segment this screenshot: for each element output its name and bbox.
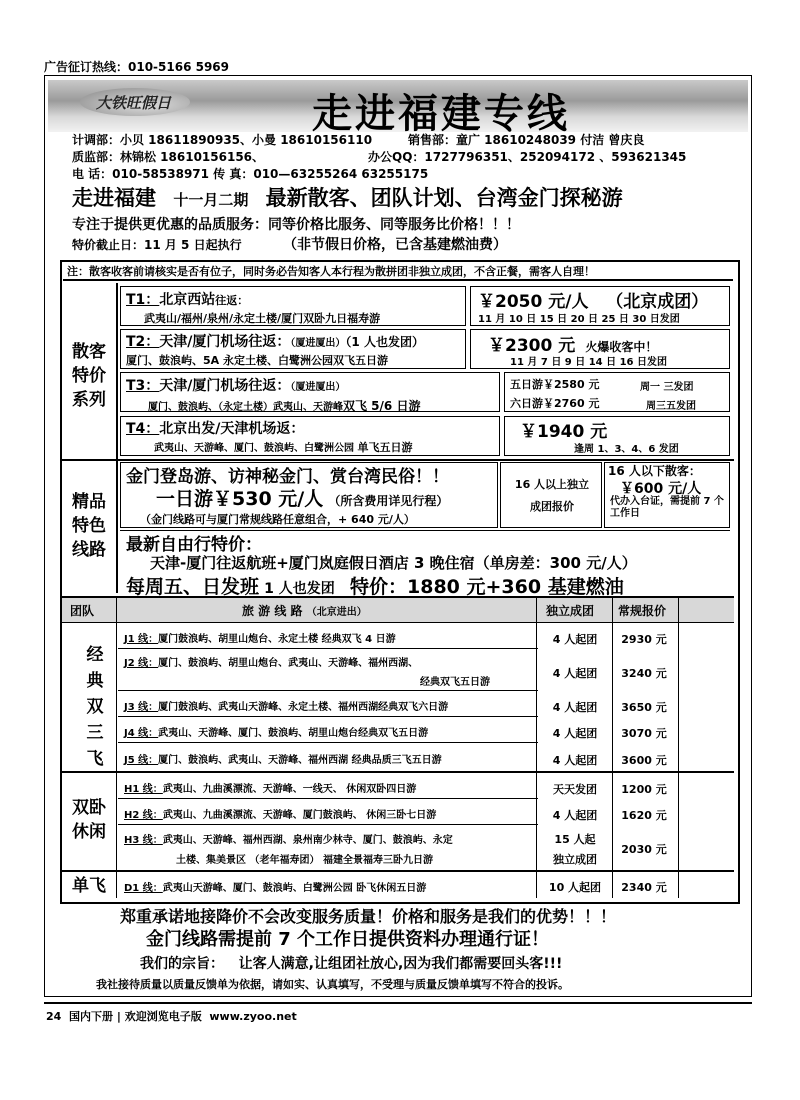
free-title: 最新自由行特价：	[126, 535, 262, 555]
cell-price: 3070 元	[621, 727, 667, 740]
t4-title: T4：北京出发/天津机场返：	[126, 421, 305, 437]
t4-route: 武夷山、天游峰、厦门、鼓浪屿、白鹭洲公园 单飞五日游	[154, 441, 413, 454]
t1-route: 武夷山/福州/泉州/永定土楼/厦门双卧九日福寿游	[144, 312, 381, 325]
t3-price-5: 五日游￥2580 元	[510, 378, 600, 391]
table-row-j4: J4 线：武夷山、天游峰、厦门、鼓浪屿、胡里山炮台经典双飞五日游	[124, 728, 429, 739]
cell-price: 2030 元	[621, 843, 667, 856]
cell-price: 3600 元	[621, 754, 667, 767]
contact-phone: 电 话：010-58538971 传 真：010—63255264 63255175	[72, 167, 429, 181]
group16: 16 人以上独立 成团报价	[514, 478, 590, 513]
t3-price-6: 六日游￥2760 元	[510, 397, 600, 410]
th-independent: 独立成团	[546, 604, 595, 618]
cell-ind: 4 人起团	[552, 809, 598, 822]
table-row-h1: H1 线：武夷山、九曲溪漂流、天游峰、一线天、 休闲双卧四日游	[124, 784, 417, 795]
contact-quality: 质监部：林锦松 18610156156、	[72, 150, 265, 164]
under16-price: ￥600 元/人	[620, 481, 702, 497]
banner-title: 走进福建专线	[312, 91, 570, 137]
t1-title: T1：北京西站往返：	[126, 292, 249, 308]
t4-dates: 逢周 1、3、4、6 发团	[574, 444, 679, 455]
table-row-j2-b: 经典双飞五日游	[420, 677, 490, 688]
table-row-j1: J1 线：厦门鼓浪屿、胡里山炮台、永定土楼 经典双飞 4 日游	[124, 634, 396, 645]
cell-price: 3240 元	[621, 667, 667, 680]
cell-price: 1620 元	[621, 809, 667, 822]
cell-ind: 天天发团	[553, 783, 597, 796]
th-route: 旅 游 线 路 （北京进出）	[242, 604, 367, 618]
table-row-h3-b: 土楼、集美景区 （老年福寿团） 福建全景福寿三卧九日游	[176, 855, 433, 866]
table-row-h2: H2 线：武夷山、九曲溪漂流、天游峰、厦门鼓浪屿、 休闲三卧七日游	[124, 810, 437, 821]
t1-price: ￥2050 元/人 （北京成团）	[478, 292, 709, 312]
motto: 我们的宗旨： 让客人满意,让组团社放心,因为我们都需要回头客!!!	[140, 956, 563, 972]
table-row-h3: H3 线：武夷山、天游峰、福州西湖、泉州南少林寺、厦门、鼓浪屿、永定	[124, 835, 453, 846]
promise: 郑重承诺地接降价不会改变服务质量！价格和服务是我们的优势！！！	[120, 907, 617, 926]
logo-text: 大铁旺假日	[96, 94, 172, 112]
group-single: 单飞	[72, 876, 106, 896]
ad-hotline: 广告征订热线：010-5166 5969	[44, 60, 230, 74]
cell-ind: 4 人起团	[552, 727, 598, 740]
kinmen-combo: （金门线路可与厦门常规线路任意组合，+ 640 元/人）	[140, 513, 415, 526]
headline-issue: 十一月二期	[173, 191, 249, 209]
table-row-d1: D1 线：武夷山天游峰、厦门、鼓浪屿、白鹭洲公园 卧飞休闲五日游	[124, 883, 427, 894]
slogan: 专注于提供更优惠的品质服务：同等价格比服务、同等服务比价格！！！	[72, 217, 520, 233]
cell-price: 2930 元	[621, 633, 667, 646]
sanke-category: 散客 特价 系列	[72, 342, 106, 410]
cell-ind: 4 人起团	[552, 701, 598, 714]
cell-ind: 10 人起团	[548, 881, 602, 894]
deadline-note: （非节假日价格，已含基建燃油费）	[283, 237, 507, 253]
headline-a: 走进福建	[72, 186, 156, 210]
t3-dates-5: 周一 三发团	[640, 382, 694, 393]
table-row-j2: J2 线：厦门、鼓浪屿、胡里山炮台、武夷山、天游峰、福州西湖、	[124, 658, 419, 669]
page-footer: 24 国内下册 | 欢迎浏览电子版 www.zyoo.net	[46, 1010, 297, 1023]
cell-ind: 4 人起团	[552, 754, 598, 767]
free-route: 天津-厦门往返航班+厦门岚庭假日酒店 3 晚住宿（单房差：300 元/人）	[150, 554, 637, 572]
divider	[116, 283, 118, 593]
t3-dates-6: 周三五发团	[646, 401, 696, 412]
under16-note: 代办入台证，需提前 7 个工作日	[610, 496, 724, 519]
t2-route: 厦门、鼓浪屿、5A 永定土楼、白鹭洲公园双飞五日游	[126, 354, 388, 367]
kinmen-price: 一日游￥530 元/人 （所含费用详见行程）	[156, 488, 449, 510]
divider	[62, 459, 734, 461]
cell-ind: 4 人起团	[552, 667, 598, 680]
t3-route: 厦门、鼓浪屿、（永定土楼）武夷山、天游峰双飞 5/6 日游	[148, 399, 421, 413]
cell-price: 2340 元	[621, 881, 667, 894]
contact-planning: 计调部：小贝 18611890935、小曼 18610156110	[72, 133, 373, 147]
contact-sales: 销售部：童广 18610248039 付洁 曾庆良	[408, 133, 645, 147]
t2-dates: 11 月 7 日 9 日 14 日 16 日发团	[510, 357, 667, 368]
headline	[72, 182, 623, 212]
contact-qq: 办公QQ：1727796351、252094172 、593621345	[368, 150, 687, 164]
table-row-j3: J3 线：厦门鼓浪屿、武夷山天游峰、永定土楼、福州西湖经典双飞六日游	[124, 702, 449, 713]
cell-ind: 4 人起团	[552, 633, 598, 646]
th-price: 常规报价	[618, 604, 667, 618]
t2-price: ￥2300 元 火爆收客中！	[488, 336, 658, 356]
cell-price: 1200 元	[621, 783, 667, 796]
notice: 注：散客收客前请核实是否有位子，同时务必告知客人本行程为散拼团非独立成团，不含正餐，需客人自理！	[63, 263, 733, 281]
t2-title: T2：天津/厦门机场往返：（厦进厦出）（1 人也发团）	[126, 334, 424, 350]
group-classic: 经 典 双 三 飞	[86, 645, 104, 769]
t1-dates: 11 月 10 日 15 日 20 日 25 日 30 日发团	[478, 314, 680, 325]
headline-c: 最新散客、团队计划、台湾金门探秘游	[265, 186, 623, 210]
deadline: 特价截止日：11 月 5 日起执行	[72, 238, 242, 252]
group-leisure: 双卧 休闲	[72, 798, 106, 842]
cell-price: 3650 元	[621, 701, 667, 714]
th-team: 团队	[70, 604, 95, 618]
under16: 16 人以下散客：	[608, 464, 701, 478]
kinmen-title: 金门登岛游、访神秘金门、赏台湾民俗！！	[126, 467, 449, 487]
kinmen-note: 金门线路需提前 7 个工作日提供资料办理通行证！	[146, 929, 550, 950]
quality-note: 我社接待质量以质量反馈单为依据，请如实、认真填写，不受理与质量反馈单填写不符合的投诉。	[96, 978, 569, 991]
free-sched: 每周五、日发班 1 人也发团 特价：1880 元+360 基建燃油	[126, 576, 624, 598]
t4-price: ￥1940 元	[520, 422, 608, 442]
table-row-j5: J5 线：厦门、鼓浪屿、武夷山、天游峰、福州西湖 经典品质三飞五日游	[124, 755, 442, 766]
jingpin-category: 精品 特色 线路	[72, 492, 106, 560]
cell-ind: 15 人起 独立成团	[553, 833, 597, 866]
t3-title: T3：天津/厦门机场往返：（厦进厦出）	[126, 378, 346, 394]
